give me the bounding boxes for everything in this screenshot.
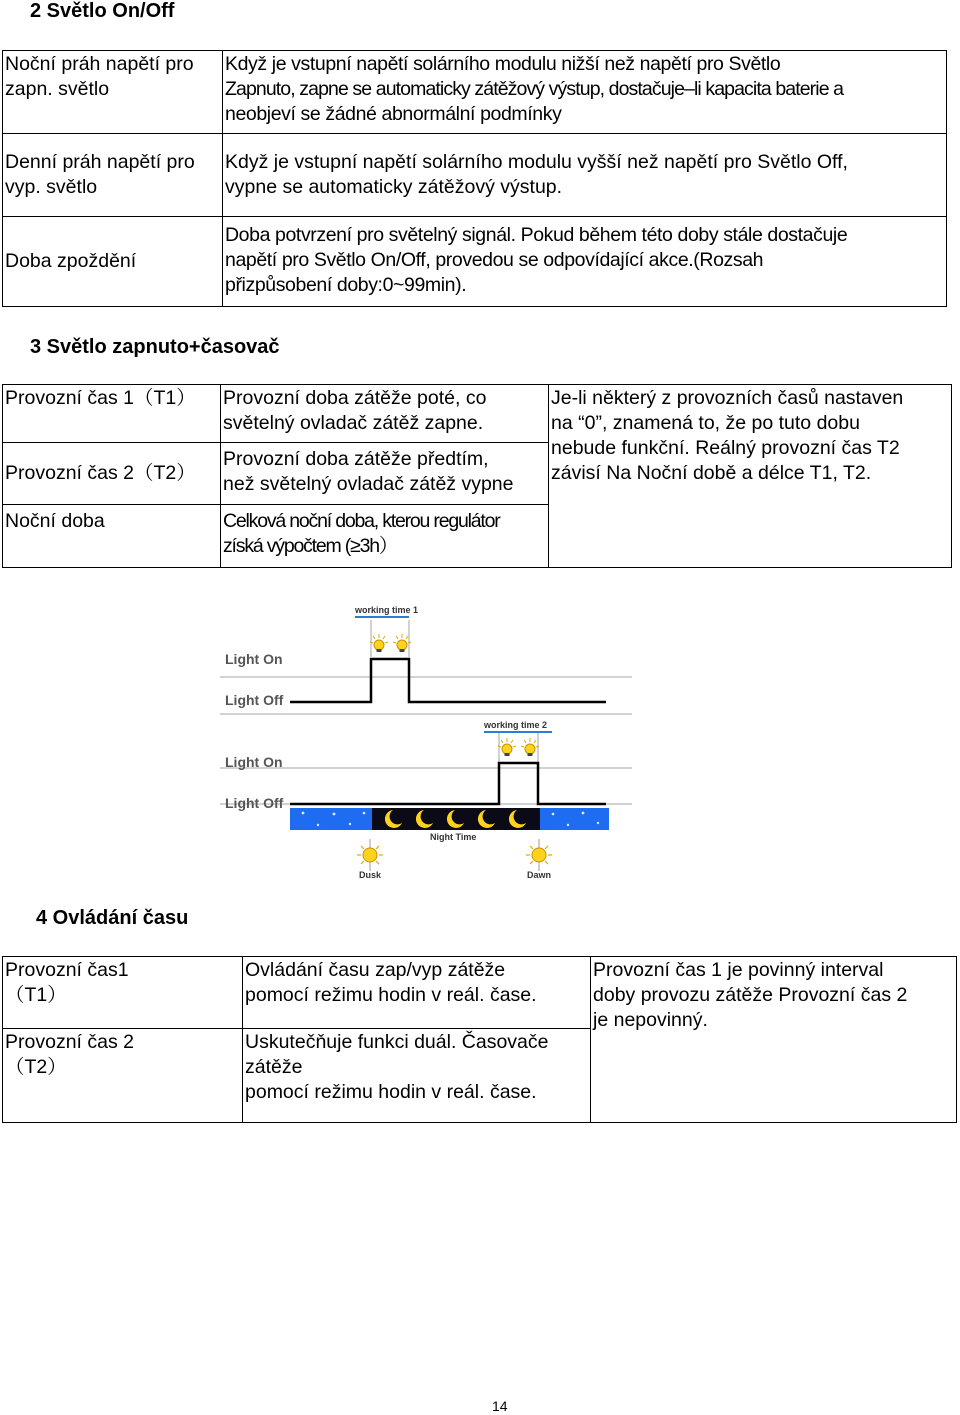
- row-label: [3, 51, 223, 134]
- table-row: [3, 957, 957, 1029]
- row-label: [3, 505, 221, 568]
- note-line: je nepovinný.: [593, 1009, 708, 1031]
- bulb-icon: [521, 738, 539, 756]
- label-line: Provozní čas 1（T1）: [5, 387, 196, 409]
- label-line: Doba zpoždění: [5, 250, 137, 272]
- row-label: [3, 217, 223, 307]
- desc-line: pomocí režimu hodin v reál. čase.: [245, 1081, 537, 1103]
- light-off-label: Light Off: [225, 692, 284, 708]
- desc-line: přizpůsobení doby:0~99min).: [225, 274, 467, 296]
- light-onoff-table: [2, 50, 947, 307]
- note-cell: [591, 957, 957, 1123]
- table-row: [3, 385, 952, 443]
- note-cell: [549, 385, 952, 568]
- light-on-label: Light On: [225, 651, 283, 667]
- guide-lines: [220, 620, 632, 804]
- dusk-label: Dusk: [359, 870, 382, 880]
- row-label: [3, 957, 243, 1029]
- desc-line: Provozní doba zátěže předtím,: [223, 448, 489, 470]
- desc-line: neobjeví se žádné abnormální podmínky: [225, 103, 562, 125]
- desc-line: pomocí režimu hodin v reál. čase.: [245, 984, 537, 1006]
- desc-line: zátěže: [245, 1056, 303, 1078]
- desc-line: Celková noční doba, kterou regulátor: [223, 510, 500, 532]
- row-description: [223, 51, 947, 134]
- section2-heading: 2 Světlo On/Off: [30, 0, 175, 22]
- desc-line: Ovládání času zap/vyp zátěže: [245, 959, 506, 981]
- section3-heading: 3 Světlo zapnuto+časovač: [30, 336, 280, 358]
- page-number: 14: [492, 1398, 508, 1414]
- row-description: [243, 1029, 591, 1123]
- note-line: doby provozu zátěže Provozní čas 2: [593, 984, 908, 1006]
- desc-line: světelný ovladač zátěž zapne.: [223, 412, 484, 434]
- desc-line: Zapnuto, zapne se automaticky zátěžový výstup, dostačuje–li kapacita baterie a: [225, 78, 844, 100]
- desc-line: napětí pro Světlo On/Off, provedou se odpovídající akce.(Rozsah: [225, 249, 764, 271]
- note-line: závisí Na Noční době a délce T1, T2.: [551, 462, 872, 484]
- note-line: Provozní čas 1 je povinný interval: [593, 959, 884, 981]
- label-line: Denní práh napětí pro: [5, 151, 195, 173]
- bulb-icon: [393, 634, 411, 652]
- desc-line: Když je vstupní napětí solárního modulu vyšší než napětí pro Světlo Off,: [225, 151, 848, 173]
- section4-heading: 4 Ovládání času: [36, 907, 189, 929]
- waveform-2: [290, 763, 606, 804]
- working-time-2-label: working time 2: [484, 720, 548, 730]
- desc-line: Doba potvrzení pro světelný signál. Pokud během této doby stále dostačuje: [225, 224, 848, 246]
- desc-line: získá výpočtem (≥3h）: [223, 535, 398, 557]
- row-description: [221, 443, 549, 505]
- label-line: vyp. světlo: [5, 176, 98, 198]
- table-row: [3, 217, 947, 307]
- desc-line: Provozní doba zátěže poté, co: [223, 387, 487, 409]
- time-control-table: [2, 956, 957, 1123]
- row-description: [223, 134, 947, 217]
- bulb-icon: [370, 634, 388, 652]
- row-description: [223, 217, 947, 307]
- light-off-label-2: Light Off: [225, 795, 284, 811]
- label-line: （T2）: [5, 1056, 67, 1078]
- desc-line: vypne se automaticky zátěžový výstup.: [225, 176, 563, 198]
- row-label: [3, 443, 221, 505]
- row-description: [221, 505, 549, 568]
- table-row: [3, 134, 947, 217]
- working-time-1-label: working time 1: [355, 605, 419, 615]
- bulb-icon: [498, 738, 516, 756]
- label-line: Provozní čas 2: [5, 1031, 134, 1053]
- light-on-label-2: Light On: [225, 754, 283, 770]
- label-line: Noční práh napětí pro: [5, 53, 194, 75]
- table-row: [3, 51, 947, 134]
- note-line: nebude funkční. Reálný provozní čas T2: [551, 437, 900, 459]
- note-line: Je-li některý z provozních časů nastaven: [551, 387, 904, 409]
- dusk-sun-icon: [357, 839, 383, 871]
- label-line: Noční doba: [5, 510, 105, 532]
- dawn-label: Dawn: [527, 870, 552, 880]
- row-label: [3, 134, 223, 217]
- label-line: Provozní čas1: [5, 959, 129, 981]
- night-time-label: Night Time: [430, 832, 477, 842]
- working-time-diagram: [200, 595, 650, 885]
- waveform-1: [290, 659, 606, 702]
- label-line: Provozní čas 2（T2）: [5, 462, 196, 484]
- desc-line: než světelný ovladač zátěž vypne: [223, 473, 514, 495]
- row-description: [243, 957, 591, 1029]
- label-line: （T1）: [5, 984, 67, 1006]
- row-label: [3, 1029, 243, 1123]
- desc-line: Uskutečňuje funkci duál. Časovače: [245, 1031, 549, 1053]
- light-timer-table: [2, 384, 952, 568]
- note-line: na “0”, znamená to, že po tuto dobu: [551, 412, 860, 434]
- dawn-sun-icon: [526, 839, 552, 871]
- label-line: zapn. světlo: [5, 78, 110, 100]
- desc-line: Když je vstupní napětí solárního modulu nižší než napětí pro Světlo: [225, 53, 781, 75]
- row-label: [3, 385, 221, 443]
- row-description: [221, 385, 549, 443]
